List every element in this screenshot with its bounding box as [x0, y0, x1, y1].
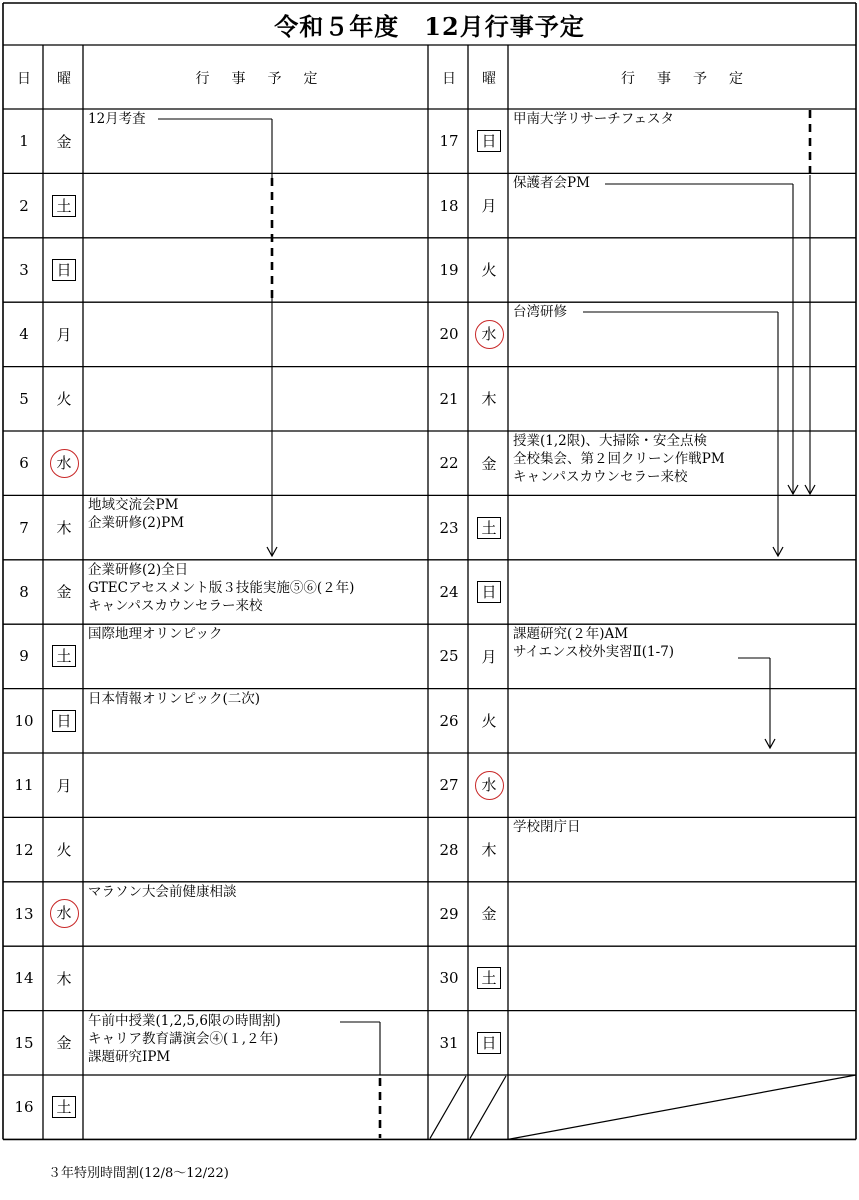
event-line: 全校集会、第２回クリーン作戦PM [513, 451, 725, 467]
event-entry [513, 432, 725, 486]
event-entry [88, 883, 237, 901]
wednesday-weekday: 水 [475, 771, 504, 800]
weekday-cell [470, 173, 508, 237]
weekday-cell [470, 367, 508, 431]
weekday-cell [470, 495, 508, 559]
weekday-label: 火 [481, 261, 497, 280]
event-entry [88, 496, 184, 532]
header-weekday-right: 曜 [482, 70, 496, 87]
header-day-right: 日 [442, 70, 456, 87]
holiday-weekday: 日 [477, 1032, 500, 1054]
wednesday-weekday: 水 [50, 899, 79, 928]
weekday-cell [470, 817, 508, 881]
weekday-cell [45, 367, 83, 431]
weekday-label: 木 [56, 519, 72, 538]
event-entry [88, 561, 354, 615]
weekday-cell [45, 624, 83, 688]
weekday-label: 金 [56, 583, 72, 602]
weekday-label: 木 [481, 841, 497, 860]
day-number: 26 [439, 711, 459, 730]
weekday-cell [45, 946, 83, 1010]
event-line: 12月考査 [88, 111, 146, 127]
weekday-cell [45, 689, 83, 753]
event-line: 課題研究(２年)AM [513, 626, 629, 643]
weekday-cell [470, 109, 508, 173]
event-line: キャンパスカウンセラー来校 [513, 469, 688, 485]
weekday-label: 木 [56, 969, 72, 988]
weekday-cell [45, 109, 83, 173]
day-number: 20 [439, 325, 459, 344]
day-number: 21 [439, 389, 459, 408]
weekday-label: 月 [56, 776, 72, 795]
event-line: サイエンス校外実習Ⅱ(1-7) [513, 644, 675, 661]
weekday-cell [45, 1011, 83, 1075]
day-number: 23 [439, 518, 459, 537]
weekday-label: 火 [56, 841, 72, 860]
weekday-label: 金 [481, 905, 497, 924]
day-number: 12 [14, 840, 34, 859]
event-line: マラソン大会前健康相談 [88, 883, 237, 900]
day-number: 31 [439, 1033, 459, 1052]
weekday-cell [470, 624, 508, 688]
event-entry [513, 625, 674, 661]
weekday-label: 月 [481, 647, 497, 666]
day-number: 29 [439, 904, 459, 923]
weekday-cell [45, 173, 83, 237]
event-line: 企業研修(2)PM [88, 515, 185, 532]
weekday-cell [470, 1011, 508, 1075]
weekday-cell [45, 431, 83, 495]
weekday-cell [470, 560, 508, 624]
day-number: 28 [439, 840, 459, 859]
day-number: 27 [439, 776, 459, 795]
day-number: 14 [14, 969, 34, 988]
taiwan-arrow-head [773, 547, 783, 556]
day-number: 9 [19, 647, 29, 666]
header-day-left: 日 [17, 70, 31, 87]
event-line: 授業(1,2限)、大掃除・安全点検 [513, 433, 708, 449]
weekday-cell [45, 753, 83, 817]
weekday-cell [45, 302, 83, 366]
day-number: 7 [19, 518, 29, 537]
festa-arrow-head [805, 485, 815, 494]
weekday-label: 月 [481, 197, 497, 216]
day-number: 22 [439, 454, 459, 473]
event-entry [88, 690, 260, 708]
event-line: GTECアセスメント版３技能実施⑤⑥(２年) [88, 579, 355, 596]
holiday-weekday: 日 [52, 710, 75, 732]
day-number: 18 [439, 196, 459, 215]
weekday-cell [45, 238, 83, 302]
event-line: 保護者会PM [513, 175, 590, 192]
day-number: 17 [439, 132, 459, 151]
header-weekday-left: 曜 [57, 70, 71, 87]
event-line: 課題研究ⅠPM [88, 1048, 171, 1065]
event-entry [88, 625, 222, 643]
event-line: 甲南大学リサーチフェスタ [513, 111, 675, 127]
wednesday-weekday: 水 [50, 449, 79, 478]
event-line: 日本情報オリンピック(二次) [88, 690, 260, 707]
event-line: 国際地理オリンピック [88, 626, 223, 643]
weekday-cell [45, 1075, 83, 1139]
page-title: 令和５年度 12月行事予定 [274, 11, 585, 41]
empty-slot-diagonal [470, 1076, 506, 1138]
weekday-cell [470, 946, 508, 1010]
event-entry [513, 303, 567, 321]
weekday-label: 火 [481, 712, 497, 731]
weekday-label: 月 [56, 325, 72, 344]
event-line: 台湾研修 [513, 304, 567, 321]
event-line: 学校閉庁日 [513, 819, 581, 836]
day-number: 15 [14, 1033, 34, 1052]
holiday-weekday: 土 [477, 967, 500, 989]
day-number: 3 [19, 260, 29, 279]
day-number: 11 [14, 776, 34, 795]
weekday-cell [470, 882, 508, 946]
event-entry [88, 110, 146, 128]
day-number: 1 [19, 132, 29, 151]
holiday-weekday: 土 [477, 517, 500, 539]
event-line: キャンパスカウンセラー来校 [88, 597, 263, 614]
exam-arrow-head [267, 547, 277, 556]
holiday-weekday: 日 [477, 130, 500, 152]
event-entry [513, 110, 674, 128]
weekday-cell [45, 882, 83, 946]
empty-slot-diagonal [430, 1076, 466, 1138]
weekday-cell [45, 817, 83, 881]
weekday-cell [45, 495, 83, 559]
science-arrow-head [765, 739, 775, 748]
event-entry [513, 174, 590, 192]
day-number: 4 [19, 325, 29, 344]
day-number: 5 [19, 389, 29, 408]
header-events-right: 行事予定 [621, 70, 765, 87]
event-line: 午前中授業(1,2,5,6限の時間割) [88, 1012, 281, 1029]
day-number: 24 [439, 582, 459, 601]
event-entry [513, 818, 581, 836]
day-number: 2 [19, 196, 29, 215]
holiday-weekday: 土 [52, 1096, 75, 1118]
weekday-label: 金 [481, 454, 497, 473]
holiday-weekday: 日 [52, 259, 75, 281]
day-number: 16 [14, 1098, 34, 1117]
holiday-weekday: 土 [52, 645, 75, 667]
weekday-label: 火 [56, 390, 72, 409]
event-line: キャリア教育講演会④(１,２年) [88, 1030, 279, 1047]
weekday-cell [470, 431, 508, 495]
day-number: 19 [439, 260, 459, 279]
weekday-cell [470, 302, 508, 366]
weekday-cell [45, 560, 83, 624]
weekday-label: 金 [56, 1034, 72, 1053]
day-number: 25 [439, 647, 459, 666]
wednesday-weekday: 水 [475, 320, 504, 349]
day-number: 13 [14, 904, 34, 923]
weekday-cell [470, 689, 508, 753]
event-line: 企業研修(2)全日 [88, 561, 189, 578]
empty-slot-diagonal [508, 1075, 856, 1139]
weekday-cell [470, 753, 508, 817]
holiday-weekday: 日 [477, 581, 500, 603]
day-number: 10 [14, 711, 34, 730]
footnote: ３年特別時間割(12/8～12/22) [48, 1166, 229, 1181]
day-number: 6 [19, 454, 29, 473]
event-entry [88, 1012, 281, 1066]
holiday-weekday: 土 [52, 195, 75, 217]
parent-meeting-arrow-head [788, 485, 798, 494]
weekday-label: 木 [481, 390, 497, 409]
event-line: 地域交流会PM [88, 497, 179, 514]
weekday-cell [470, 238, 508, 302]
header-events-left: 行事予定 [195, 70, 340, 87]
day-number: 8 [19, 582, 29, 601]
weekday-label: 金 [56, 132, 72, 151]
day-number: 30 [439, 969, 459, 988]
